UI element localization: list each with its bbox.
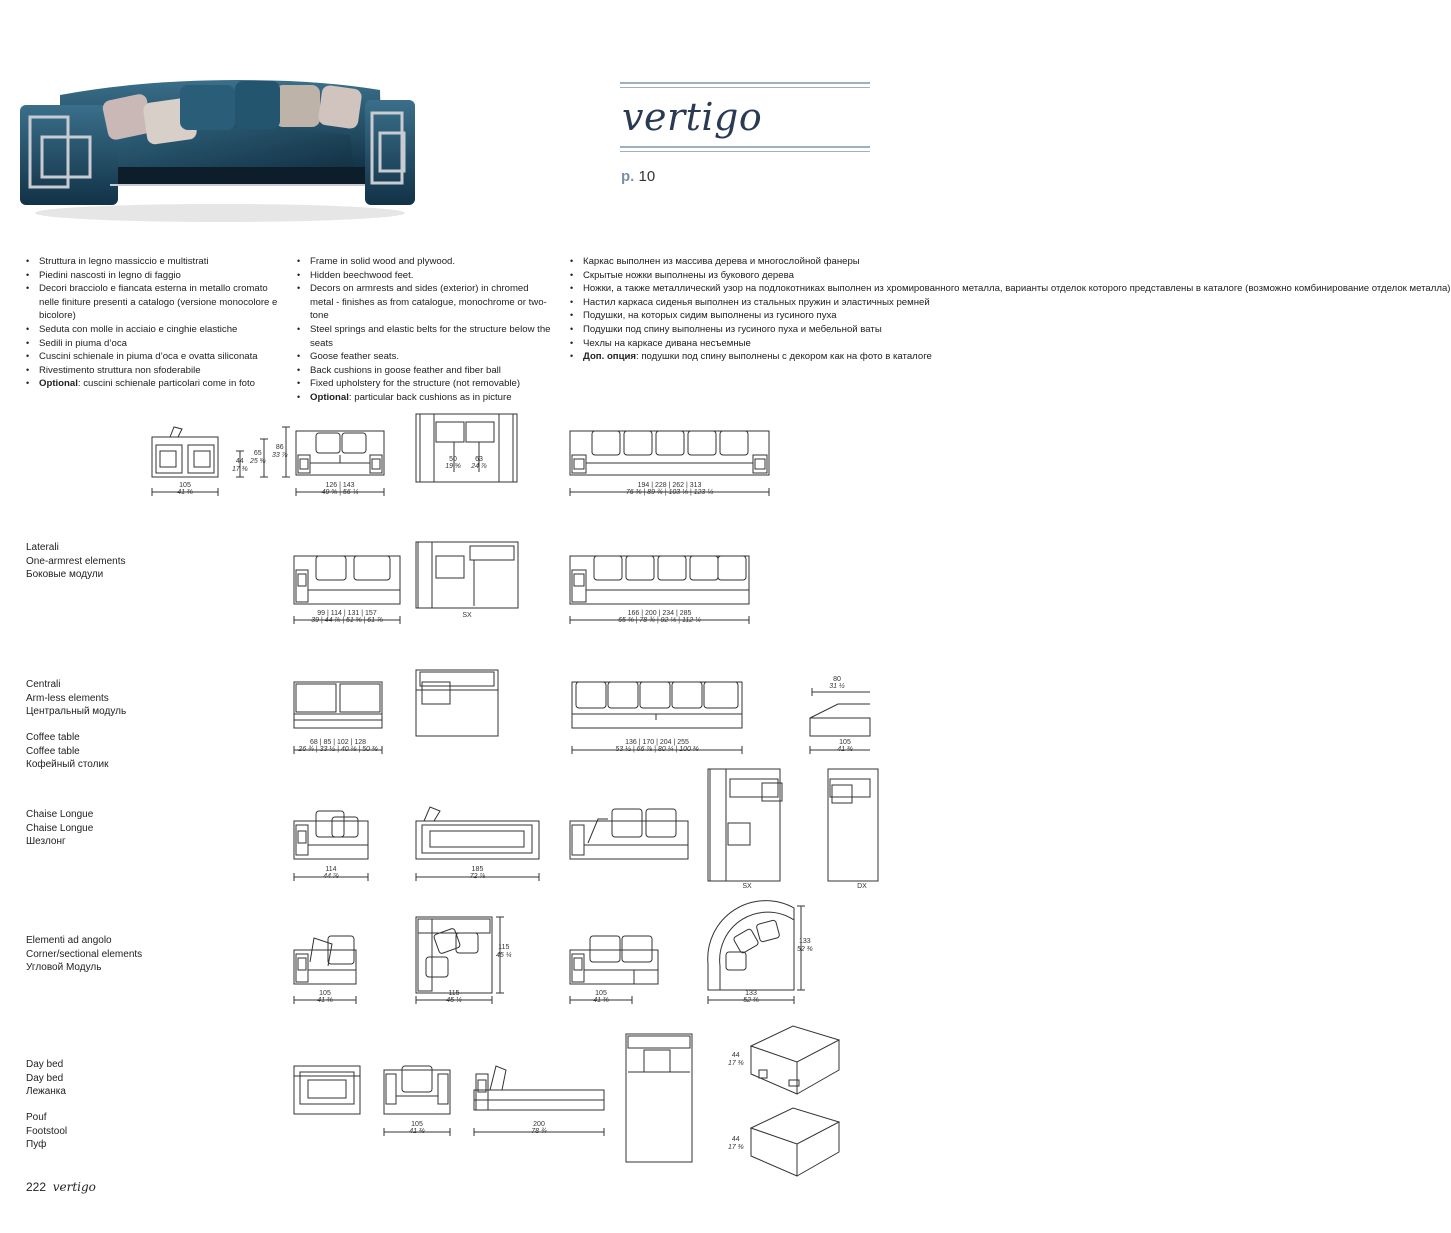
feature-option-label: Optional	[39, 378, 78, 390]
dim-in: 26 ¾ | 33 ½ | 40 ⅛ | 50 ⅜	[298, 746, 378, 753]
dim-cm: 133	[745, 990, 757, 997]
footer-collection-name: vertigo	[52, 1180, 96, 1194]
dim-lateral-sx	[452, 612, 482, 619]
feature-item	[26, 377, 281, 391]
dim-in: 72 ⅞	[469, 873, 486, 880]
feature-option-label: Optional	[310, 391, 349, 403]
dim-chaise-185	[414, 866, 541, 880]
dim-corner3	[568, 990, 634, 1004]
feature-text: Struttura in legno massiccio e multistrati	[39, 256, 209, 267]
dim-cm: 194 | 228 | 262 | 313	[637, 482, 702, 489]
chaise-top-dx-drawing	[826, 767, 870, 883]
dim-in: 49 ⅝ | 56 ¼	[321, 489, 359, 496]
page-footer	[26, 1180, 96, 1194]
feature-item	[26, 364, 281, 378]
feature-text: : particular back cushions as in picture	[348, 391, 512, 403]
label-it: Coffee table	[26, 732, 80, 743]
dim-corner2-height	[496, 944, 512, 960]
page-reference	[621, 168, 655, 185]
section-coffee-table	[26, 731, 108, 772]
dim-in: 25 ⅝	[250, 458, 266, 465]
dim-in: 17 ⅜	[728, 1060, 744, 1067]
feature-item	[297, 269, 552, 283]
section-chaise	[26, 808, 93, 849]
feature-text: Чехлы на каркасе дивана несъемные	[583, 337, 751, 349]
label-it: Centrali	[26, 679, 61, 690]
dim-in: 45 ¼	[496, 952, 512, 959]
feature-text: Decors on armrests and sides (exterior) in chromed metal - finishes as from catalogue, monochrome or two-tone	[310, 283, 547, 322]
dim-cm: 105	[319, 990, 331, 997]
dim-label: SX	[742, 883, 752, 890]
feature-item	[297, 282, 552, 323]
dim-sofa3-width	[568, 482, 771, 496]
label-en: Day bed	[26, 1072, 64, 1084]
section-pouf	[26, 1111, 67, 1152]
dim-chaise-114	[292, 866, 370, 880]
corner-top-drawing	[414, 915, 494, 995]
dim-cm: 44	[731, 1136, 740, 1143]
chaise-side-drawing	[414, 805, 541, 863]
feature-text: Каркас выполнен из массива дерева и многослойной фанеры	[583, 256, 860, 267]
feature-item	[570, 323, 882, 337]
dim-cm: 105	[411, 1121, 423, 1128]
feature-item	[570, 282, 1451, 296]
dim-in: 44 ⅞	[323, 873, 339, 880]
label-en: Corner/sectional elements	[26, 948, 143, 960]
dim-depth63	[464, 456, 494, 470]
chaise-front-drawing	[292, 805, 370, 863]
dim-in: 78 ¾	[531, 1128, 547, 1135]
dim-cm: 50	[449, 456, 457, 463]
page-prefix: p.	[621, 168, 635, 185]
central-element-drawing	[292, 680, 384, 732]
dim-cm: 136 | 170 | 204 | 255	[625, 739, 689, 746]
dim-h44	[232, 458, 248, 474]
sofa-2seat-front-drawing	[294, 425, 386, 480]
lateral-top-view-drawing	[414, 540, 520, 610]
dim-in: 17 ⅜	[728, 1144, 744, 1151]
sofa-top-view-drawing	[414, 412, 519, 484]
label-ru: Центральный модуль	[26, 706, 127, 717]
dim-cm: 133	[798, 938, 811, 945]
feature-item	[26, 255, 281, 269]
dim-cm: 126 | 143	[325, 482, 355, 489]
feature-text: Steel springs and elastic belts for the structure below the seats	[310, 323, 551, 349]
dim-cm: 80	[833, 676, 841, 683]
dim-in: 45 ¼	[446, 997, 462, 1004]
dim-cm: 114	[325, 866, 337, 873]
feature-item	[297, 391, 552, 405]
dim-in: 53 ½ | 66 ⅞ | 80 ¼ | 100 ⅜	[615, 746, 699, 753]
feature-text: Piedini nascosti in legno di faggio	[39, 269, 181, 281]
feature-item	[297, 350, 552, 364]
feature-text: Настил каркаса сиденья выполнен из стальных пружин и эластичных ремней	[583, 296, 930, 308]
header-rule-bottom-thin	[620, 151, 870, 152]
dim-cm: 65	[253, 450, 262, 457]
header-rule-top	[620, 82, 870, 84]
dim-cm: 44	[731, 1052, 740, 1059]
armchair-side-drawing	[150, 425, 220, 480]
dim-in: 65 ⅜ | 78 ¾ | 92 ⅛ | 112 ¼	[618, 617, 701, 624]
dim-in: 17 ⅜	[232, 466, 248, 473]
section-corner	[26, 934, 142, 975]
pouf-2-drawing	[745, 1104, 845, 1184]
dim-corner1	[292, 990, 358, 1004]
dim-in: 41 ⅜	[177, 489, 193, 496]
dim-in: 41 ⅜	[317, 997, 333, 1004]
daybed-top-drawing	[624, 1032, 694, 1164]
feature-text: : подушки под спину выполнены с декором как на фото в каталоге	[636, 351, 932, 363]
feature-item	[297, 255, 552, 269]
feature-text: Goose feather seats.	[310, 351, 400, 363]
feature-item	[26, 350, 281, 364]
dim-central-width	[292, 739, 384, 753]
dim-cm: 44	[235, 458, 244, 465]
label-en: Chaise Longue	[26, 822, 94, 834]
label-en: Arm-less elements	[26, 692, 109, 704]
pouf-1-drawing	[745, 1022, 845, 1102]
dim-cm: 166 | 200 | 234 | 285	[627, 610, 692, 617]
feature-text: Cuscini schienale in piuma d’oca e ovatta siliconata	[39, 351, 258, 363]
dim-cm: 115	[498, 944, 510, 951]
dim-pouf1-44	[728, 1052, 744, 1068]
corner-combo-drawing	[568, 930, 660, 988]
section-lateral	[26, 541, 125, 582]
lateral-3seat-drawing	[568, 550, 751, 608]
feature-item	[26, 337, 281, 351]
dim-in: 24 ⅞	[471, 463, 487, 470]
dim-corner2	[414, 990, 494, 1004]
label-ru: Угловой Модуль	[26, 962, 102, 973]
dim-cm: 105	[595, 990, 607, 997]
dim-cm: 105	[179, 482, 191, 489]
dim-cm: 115	[448, 990, 460, 997]
feature-text: Frame in solid wood and plywood.	[310, 256, 456, 267]
feature-text: Rivestimento struttura non sfoderabile	[39, 364, 201, 376]
feature-item	[570, 255, 870, 269]
feature-option-label: Доп. опция	[583, 351, 636, 363]
dim-pouf2-44	[728, 1136, 744, 1152]
dim-daybed-200	[472, 1121, 606, 1135]
dim-cm: 185	[471, 866, 484, 873]
feature-text: Sedili in piuma d’oca	[39, 337, 127, 349]
dim-in: 41 ⅜	[593, 997, 609, 1004]
feature-text: Decori bracciolo e fiancata esterna in metallo cromato nelle finiture presenti a catalogo (versione monocolore e bicolore)	[39, 283, 278, 322]
dim-corner4-height	[797, 938, 813, 954]
footer-page-number: 222	[26, 1180, 47, 1194]
dim-in: 76 ⅜ | 89 ¾ | 103 ⅛ | 123 ¼	[625, 489, 714, 496]
feature-text: Скрытые ножки выполнены из букового дерева	[583, 269, 794, 281]
chaise-combo-drawing	[568, 805, 690, 863]
label-ru: Лежанка	[26, 1086, 66, 1097]
feature-item	[570, 269, 870, 283]
dim-cm: 105	[839, 739, 851, 746]
label-ru: Кофейный столик	[26, 759, 109, 770]
dim-cm: 86	[275, 444, 284, 451]
dim-lateral-width	[292, 610, 402, 624]
collection-title: vertigo	[622, 95, 763, 139]
feature-item	[570, 309, 870, 323]
corner-round-drawing	[706, 904, 796, 992]
dim-cm: 99 | 114 | 131 | 157	[317, 610, 377, 617]
chaise-top-sx-drawing	[706, 767, 782, 883]
features-italian	[26, 255, 281, 391]
daybed-front-drawing	[382, 1060, 452, 1118]
dim-in: 52 ⅜	[743, 997, 759, 1004]
feature-item	[297, 364, 552, 378]
label-it: Pouf	[26, 1112, 47, 1123]
central-top-view-drawing	[414, 668, 500, 738]
dim-chaise-dx	[852, 883, 872, 890]
feature-item	[297, 323, 552, 350]
features-russian	[570, 255, 1451, 364]
page-number: 10	[638, 168, 656, 185]
section-daybed	[26, 1058, 66, 1099]
dim-label: DX	[857, 883, 867, 890]
feature-item	[26, 323, 281, 337]
label-en: Footstool	[26, 1125, 68, 1137]
feature-text: Hidden beechwood feet.	[310, 269, 414, 281]
features-english	[297, 255, 552, 405]
feature-text: Подушки, на которых сидим выполнены из гусиного пуха	[583, 310, 837, 322]
dim-h86	[272, 444, 288, 460]
feature-text: Seduta con molle in acciaio e cinghie elastiche	[39, 323, 238, 335]
central-3seat-drawing	[570, 680, 744, 732]
corner-front-drawing	[292, 930, 358, 988]
dim-cm: 200	[533, 1121, 545, 1128]
feature-item	[570, 350, 932, 364]
daybed-long-drawing	[472, 1060, 606, 1118]
label-ru: Пуф	[26, 1139, 47, 1150]
dim-sofa2-width	[294, 482, 386, 496]
dim-coffee-80	[822, 676, 852, 690]
header-rule-top-thin	[620, 87, 870, 88]
label-ru: Боковые модули	[26, 569, 104, 580]
dim-h65	[250, 450, 266, 466]
label-it: Day bed	[26, 1059, 64, 1070]
feature-item	[570, 337, 870, 351]
dim-in: 19 ⅝	[445, 463, 461, 470]
dim-in: 41 ⅜	[409, 1128, 425, 1135]
dim-in: 39 | 44 ⅞ | 51 ⅝ | 61 ⅞	[311, 617, 383, 624]
feature-text: Подушки под спину выполнены из гусиного пуха и мебельной ваты	[583, 323, 882, 335]
feature-item	[26, 282, 281, 323]
dim-in: 41 ⅜	[837, 746, 853, 753]
label-en: One-armrest elements	[26, 555, 126, 567]
label-it: Elementi ad angolo	[26, 935, 112, 946]
dim-label: SX	[462, 612, 472, 619]
dim-in: 52 ⅜	[797, 946, 813, 953]
feature-item	[297, 377, 552, 391]
feature-text: Back cushions in goose feather and fiber ball	[310, 364, 501, 376]
dim-cm: 68 | 85 | 102 | 128	[309, 739, 367, 746]
dim-in: 31 ½	[829, 683, 845, 690]
dim-cm: 63	[475, 456, 483, 463]
feature-item	[26, 269, 281, 283]
dim-lateral3-width	[568, 610, 751, 624]
dim-daybed-105	[382, 1121, 452, 1135]
feature-text: Ножки, а также металлический узор на подлокотниках выполнен из хромированного металла, варианты отделок которого представлены в каталоге (возможно комбинирование отделок металла)	[583, 283, 1451, 295]
label-it: Laterali	[26, 542, 59, 553]
lateral-element-drawing	[292, 550, 402, 608]
dim-coffee-105	[822, 739, 868, 753]
feature-item	[570, 296, 930, 310]
daybed-side-drawing	[292, 1060, 362, 1118]
sofa-3seat-front-drawing	[568, 425, 771, 480]
dim-chaise-sx	[732, 883, 762, 890]
dim-in: 33 ⅞	[272, 452, 288, 459]
feature-text: : cuscini schienale particolari come in foto	[77, 378, 255, 390]
header-rule-bottom	[620, 146, 870, 148]
label-ru: Шезлонг	[26, 836, 66, 847]
sofa-photo	[20, 75, 415, 225]
label-en: Coffee table	[26, 745, 80, 757]
section-central	[26, 678, 126, 719]
dim-central3-width	[570, 739, 744, 753]
label-it: Chaise Longue	[26, 809, 94, 820]
dim-armchair-width	[150, 482, 220, 496]
dim-corner4	[706, 990, 796, 1004]
feature-text: Fixed upholstery for the structure (not removable)	[310, 378, 521, 390]
